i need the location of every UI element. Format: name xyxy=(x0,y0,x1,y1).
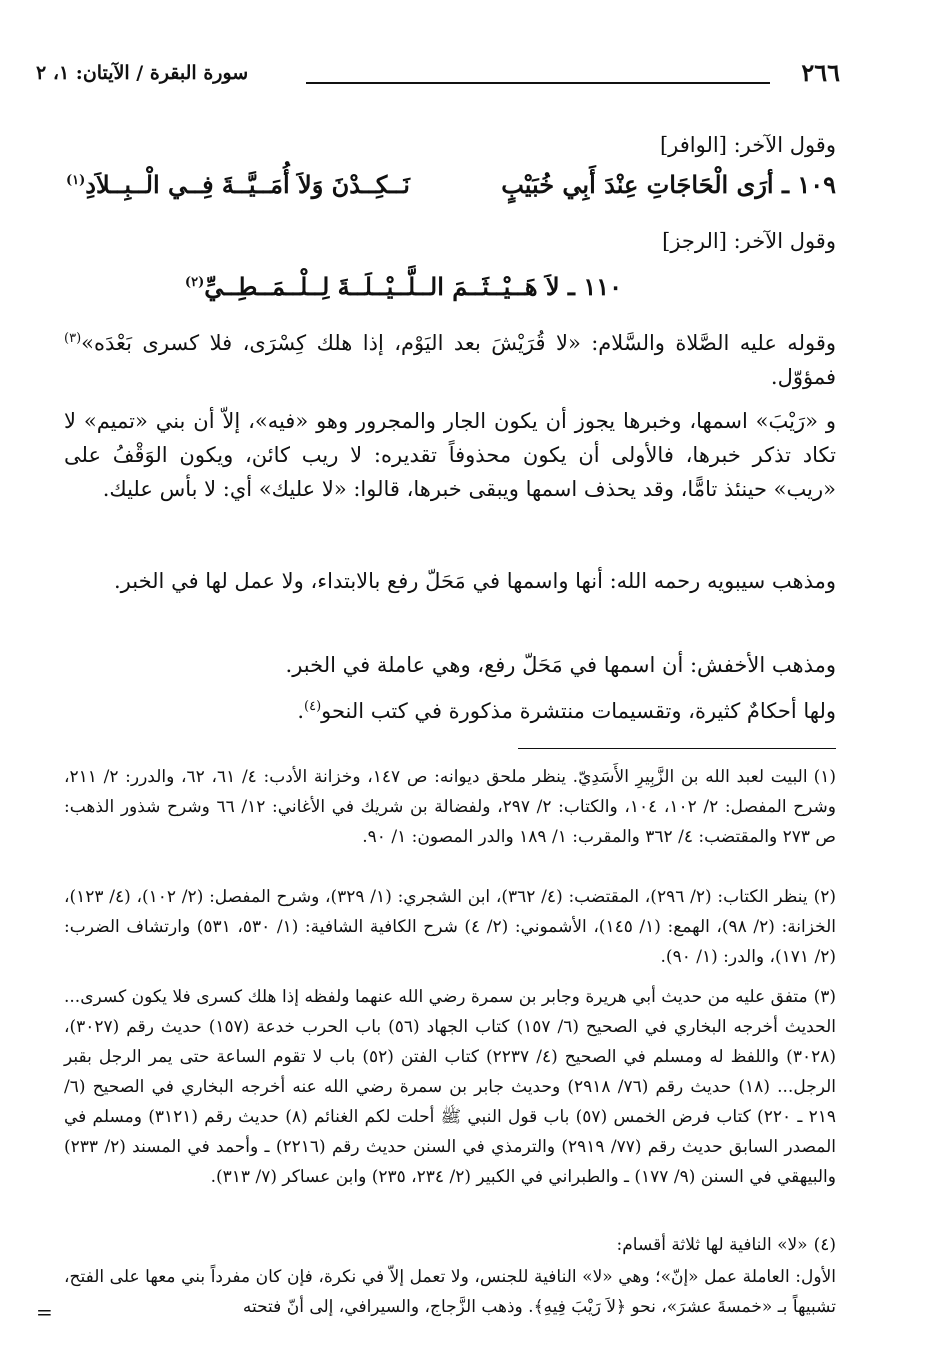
running-header xyxy=(36,58,840,92)
footnote-4-number: (٤) xyxy=(813,1235,836,1255)
footnote-ref-4: (٤) xyxy=(304,699,322,714)
verse-109-first: أرَى الْحَاجَاتِ عِنْدَ أَبِي خُبَيْبٍ xyxy=(501,170,774,199)
paragraph-1 xyxy=(64,322,836,394)
footnote-4-text: «لا» النافية لها ثلاثة أقسام: xyxy=(616,1235,808,1255)
paragraph-1-text: وقوله عليه الصَّلاة والسَّلام: «لا قُرَيْشَ بعد اليَوْم، إذا هلك كِسْرَى، فلا كسرى بَعْدَه» xyxy=(81,331,836,355)
footnote-1 xyxy=(64,762,836,852)
footnote-2 xyxy=(64,882,836,972)
verse-109-second: نَــكِــدْنَ وَلاَ أُمَــيَّــةَ فِــي الْــبِــلاَدِ xyxy=(85,170,410,199)
page-number: ٢٦٦ xyxy=(801,58,840,87)
paragraph-5 xyxy=(64,690,836,728)
paragraph-5-end: . xyxy=(297,699,305,723)
header-title: سورة البقرة / الآيتان: ١، ٢ xyxy=(36,62,249,84)
paragraph-5-text: ولها أحكامٌ كثيرة، وتقسيمات منتشرة مذكورة في كتب النحو xyxy=(321,699,836,723)
footnote-3 xyxy=(64,982,836,1192)
paragraph-4: ومذهب الأخفش: أن اسمها في مَحَلّ رفع، وهي عاملة في الخبر. xyxy=(285,653,836,677)
footnote-ref-2: (٢) xyxy=(184,275,205,290)
verse-110-text: ١١٠ ـ لاَ هَــيْــثَــمَ الــلَّــيْــلَــةَ لِــلْــمَــطِــيِّ xyxy=(204,272,622,301)
verse-intro-1: وقول الآخر: [الوافر] xyxy=(659,133,836,157)
footnote-ref-3: (٣) xyxy=(64,331,82,346)
footnote-ref-1: (١) xyxy=(66,173,86,188)
paragraph-2: و «رَيْبَ» اسمها، وخبرها يجوز أن يكون الجار والمجرور وهو «فيه»، إلاّ أن بني «تميم» لا تكاد تذكر خبرها، فالأولى أن يكون محذوفاً تقديره: لا ريب كائن، ويكون الوَقْفُ على «ريب» حينئذ تامًّا، وقد يحذف اسمها ويبقى خبرها، قالوا: «لا عليك» أي: لا بأس عليك. xyxy=(64,409,836,501)
verse-109-second-hemistich xyxy=(66,170,410,199)
footnote-3-text: متفق عليه من حديث أبي هريرة وجابر بن سمرة رضي الله عنهما ولفظه إذا هلك كسرى فلا يكون كسرى... الحديث أخرجه البخاري في الصحيح (٦/ ١٥٧) كتاب الجهاد (٥٦) باب الحرب خدعة (١٥٧) حديث رقم (٣٠٢٧)، (٣٠٢٨) واللفظ له ومسلم في الصحيح (٤/ ٢٢٣٧) كتاب الفتن (٥٢) باب لا تقوم الساعة حتى يمر الرجل بقبر الرجل... (١٨) حديث رقم (٧٦/ ٢٩١٨) وحديث جابر بن سمرة رضي الله عنه أخرجه البخاري في الصحيح (٦/ ٢١٩ ـ ٢٢٠) كتاب فرض الخمس (٥٧) باب قول النبي ﷺ أحلت لكم الغنائم (٨) حديث رقم (٣١٢١) ومسلم في المصدر السابق حديث رقم (٧٧/ ٢٩١٩) والترمذي في السنن حديث رقم (٢٢١٦) ـ وأحمد في المسند (٢/ ٢٣٣) والبيهقي في السنن (٩/ ١٧٧) ـ والطبراني في الكبير (٢/ ٢٣٤، ٢٣٥) وابن عساكر (٧/ ٣١٣). xyxy=(64,987,837,1187)
header-rule xyxy=(306,82,770,84)
footnote-3-number: (٣) xyxy=(813,987,836,1007)
continuation-mark: = xyxy=(36,1300,53,1324)
paragraph-1-end: فمؤوّل. xyxy=(770,365,836,389)
verse-109-first-hemistich xyxy=(501,170,836,199)
paragraph-3: ومذهب سيبويه رحمه الله: أنها واسمها في مَحَلّ رفع بالابتداء، ولا عمل لها في الخبر. xyxy=(114,569,836,593)
footnote-2-number: (٢) xyxy=(813,887,837,907)
footnote-2-text: ينظر الكتاب: (٢/ ٢٩٦)، المقتضب: (٤/ ٣٦٢)، ابن الشجري: (١/ ٣٢٩)، وشرح المفصل: (٢/ ١٠٢)، (٤/ ١٢٣)، الخزانة: (٢/ ٩٨)، الهمع: (١/ ١٤٥)، الأشموني: (٢/ ٤) شرح الكافية الشافية: (١/ ٥٣٠، ٥٣١) وارتشاف الضرب: (٢/ ١٧١)، والدر: (١/ ٩٠). xyxy=(64,887,837,967)
verse-109-number: ١٠٩ ـ xyxy=(781,170,836,199)
verse-110 xyxy=(185,272,622,301)
footnote-separator xyxy=(518,748,836,749)
verse-intro-2: وقول الآخر: [الرجز] xyxy=(662,229,836,253)
footnote-4 xyxy=(64,1230,836,1260)
footnote-1-number: (١) xyxy=(813,767,836,787)
footnote-4-continuation: الأول: العاملة عمل «إنّ»؛ وهي «لا» النافية للجنس، ولا تعمل إلاّ في نكرة، فإن كان مفرداً بني معها على الفتح، تشبيهاً بـ «خمسةَ عشرَ»، نحو ﴿لاَ رَيْبَ فِيهِ﴾. وذهب الزَّجاج، والسيرافي، إلى أنّ فتحته xyxy=(64,1267,836,1317)
footnote-1-text: البيت لعبد الله بن الزَّبِيرِ الأَسَدِيّ. ينظر ملحق ديوانه: ص ١٤٧، وخزانة الأدب: ٤/ ٦١، ٦٢، والدرر: ٢/ ٢١١، وشرح المفصل: ٢/ ١٠٢، ١٠٤، والكتاب: ٢/ ٢٩٧، ولفضالة بن شريك في الأغاني: ١٢/ ٦٦ وشرح شذور الذهب: ص ٢٧٣ والمقتضب: ٤/ ٣٦٢ والمقرب: ١/ ١٨٩ والدر المصون: ١/ ٩٠. xyxy=(64,767,837,847)
